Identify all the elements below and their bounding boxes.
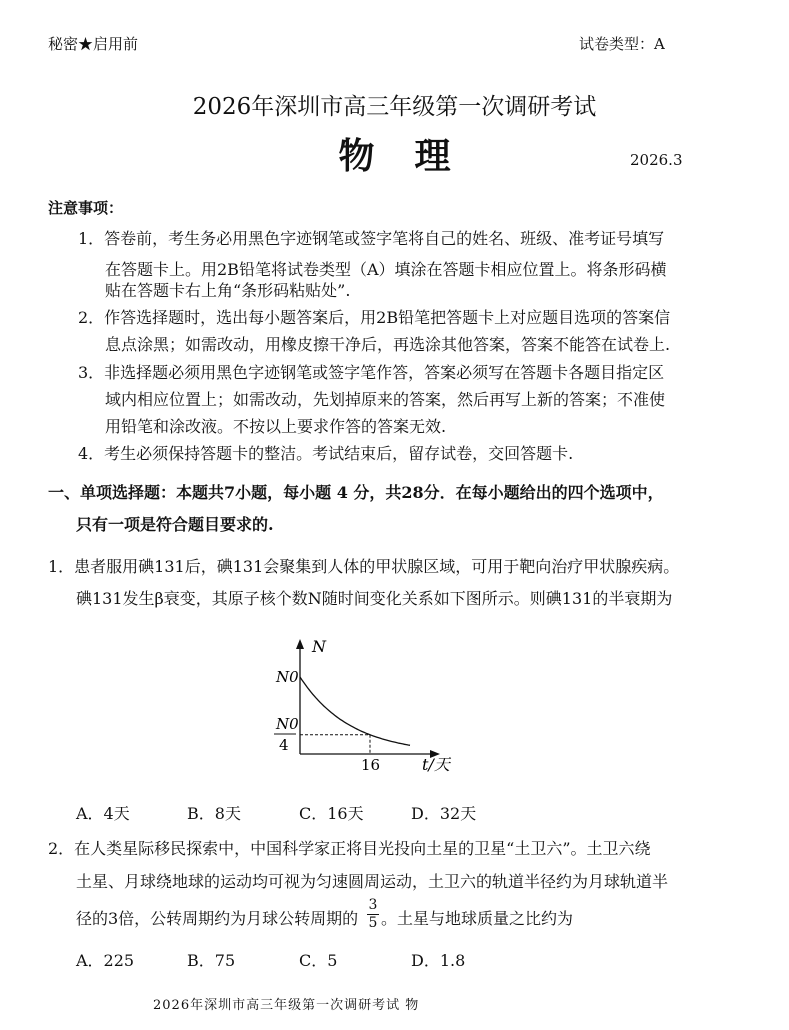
option-b: B．8天: [187, 804, 241, 823]
exam-type-label: 试卷类型：A: [579, 35, 665, 53]
notes-line: 在答题卡上。用2B铅笔将试卷类型（A）填涂在答题卡相应位置上。将条形码横: [105, 260, 667, 279]
question-2-line: 土星、月球绕地球的运动均可视为匀速圆周运动，土卫六的轨道半径约为月球轨道半: [76, 872, 669, 891]
option-a: A．4天: [76, 804, 130, 823]
notes-line: 用铅笔和涂改液。不按以上要求作答的答案无效.: [105, 417, 447, 436]
question-2-line: 2．在人类星际移民探索中，中国科学家正将目光投向土星的卫星“土卫六”。土卫六绕: [48, 839, 651, 858]
option-d: D．32天: [411, 804, 477, 823]
decay-chart: [260, 634, 460, 780]
y-axis-label: N: [312, 637, 326, 656]
notes-line: 1．答卷前，考生务必用黑色字迹钢笔或签字笔将自己的姓名、班级、准考证号填写: [78, 229, 665, 248]
confidential-label: 秘密★启用前: [48, 35, 139, 53]
question-1-line: 1．患者服用碘131后，碘131会聚集到人体的甲状腺区域，可用于靶向治疗甲状腺疾病。: [48, 557, 680, 576]
fraction-three-fifths: [367, 898, 379, 931]
y-tick-n0-quarter-num: N0: [276, 715, 299, 733]
exam-date: 2026.3: [630, 151, 683, 169]
notes-line: 息点涂黑；如需改动，用橡皮擦干净后，再选涂其他答案，答案不能答在试卷上.: [105, 335, 671, 354]
section-heading: 一、单项选择题：本题共7小题，每小题 4 分，共28分．在每小题给出的四个选项中，: [48, 483, 664, 502]
option-d: D．1.8: [411, 951, 466, 970]
option-a: A．225: [76, 951, 135, 970]
x-tick-16: 16: [361, 756, 381, 774]
question-2-line: 径的3倍，公转周期约为月球公转周期的: [76, 909, 359, 928]
y-tick-n0: N0: [276, 668, 299, 686]
question-2-line-end: 。土星与地球质量之比约为: [381, 909, 574, 928]
section-heading-cont: 只有一项是符合题目要求的.: [76, 515, 274, 534]
fraction-numerator: 3: [368, 897, 378, 913]
notes-heading: 注意事项：: [48, 199, 124, 217]
y-tick-n0-quarter-den: 4: [279, 736, 289, 754]
x-axis-label: t/天: [422, 755, 450, 774]
subject-title: 物理: [338, 135, 491, 177]
notes-line: 域内相应位置上；如需改动，先划掉原来的答案，然后再写上新的答案；不准使: [105, 390, 666, 409]
page-footer: 2026年深圳市高三年级第一次调研考试 物: [153, 998, 420, 1013]
option-c: C．5: [299, 951, 338, 970]
notes-line: 4．考生必须保持答题卡的整洁。考试结束后，留存试卷，交回答题卡.: [78, 444, 574, 463]
notes-line: 3．非选择题必须用黑色字迹钢笔或签字笔作答，答案必须写在答题卡各题目指定区: [78, 363, 665, 382]
fraction-denominator: 5: [368, 915, 378, 931]
y-axis: [296, 639, 304, 754]
option-b: B．75: [187, 951, 236, 970]
notes-line: 贴在答题卡右上角“条形码粘贴处”.: [105, 281, 351, 300]
notes-line: 2．作答选择题时，选出每小题答案后，用2B铅笔把答题卡上对应题目选项的答案信: [78, 308, 671, 327]
option-c: C．16天: [299, 804, 364, 823]
question-1-line: 碘131发生β衰变，其原子核个数N随时间变化关系如下图所示。则碘131的半衰期为: [76, 589, 673, 608]
exam-title: 2026年深圳市高三年级第一次调研考试: [192, 94, 597, 120]
